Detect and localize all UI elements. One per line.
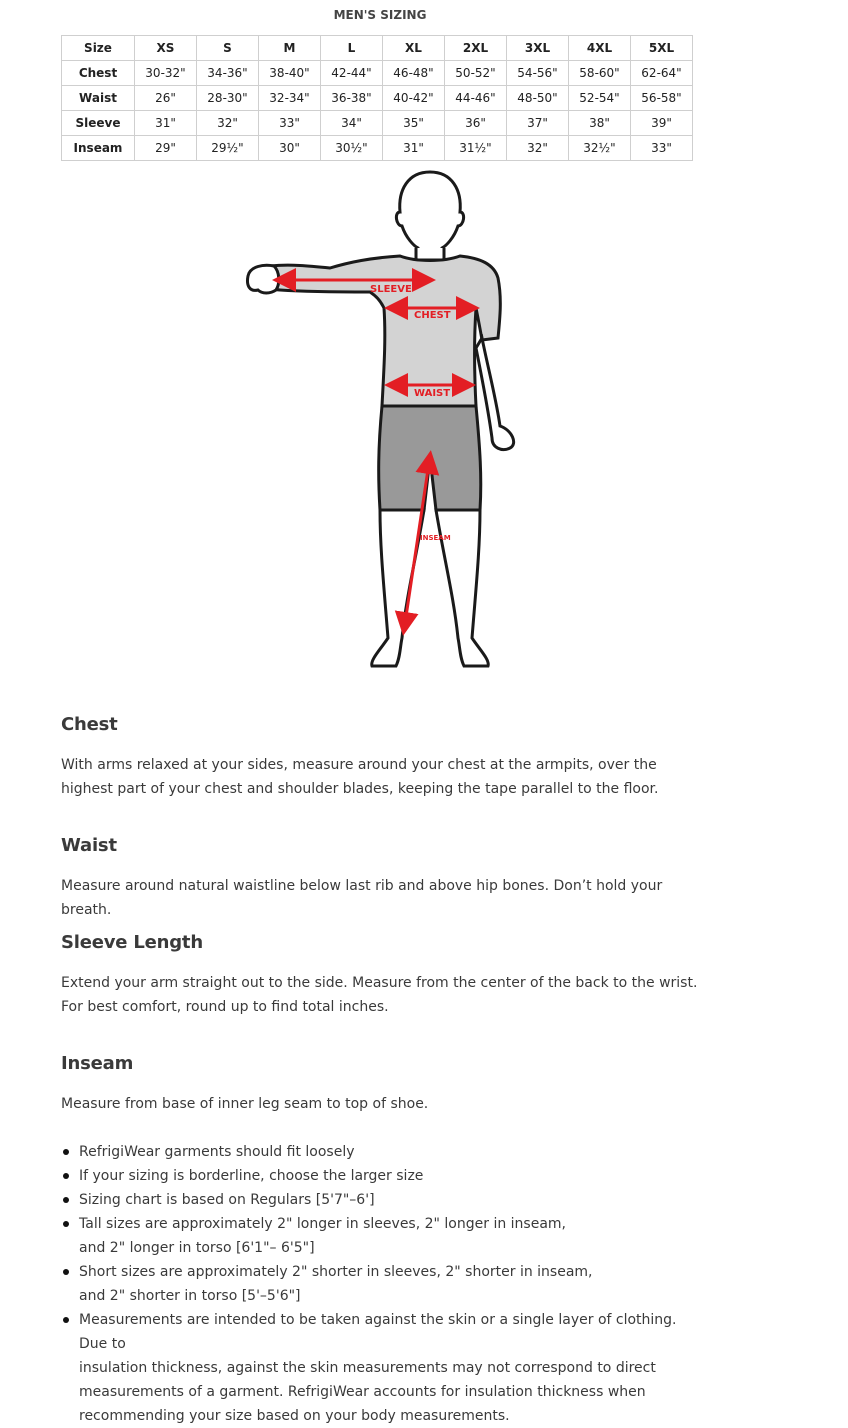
table-cell: 38": [569, 111, 631, 136]
body-measurement-figure: [230, 168, 530, 678]
table-cell: 36-38": [321, 86, 383, 111]
section-text-sleeve-length: Extend your arm straight out to the side. Measure from the center of the back to the wrist. For best comfort, round up to find total inches.: [61, 975, 698, 1015]
table-cell: 35": [383, 111, 445, 136]
table-cell: 39": [631, 111, 693, 136]
list-item-text: recommending your size based on your body measurements.: [79, 1408, 510, 1424]
table-header-cell: M: [259, 36, 321, 61]
bullet-icon: [63, 1317, 69, 1323]
table-row: [62, 111, 693, 136]
table-cell: 32": [197, 111, 259, 136]
table-cell: 62-64": [631, 61, 693, 86]
table-cell: 36": [445, 111, 507, 136]
table-cell: 33": [631, 136, 693, 161]
chest-label: CHEST: [414, 310, 451, 321]
row-label: Chest: [62, 61, 135, 86]
section-heading-inseam: Inseam: [61, 1053, 134, 1074]
neck-shape: [416, 248, 444, 260]
table-cell: 50-52": [445, 61, 507, 86]
inseam-label: INSEAM: [420, 534, 451, 542]
sizing-notes-list: [61, 1140, 701, 1428]
table-row: [62, 136, 693, 161]
table-cell: 44-46": [445, 86, 507, 111]
table-cell: 32": [507, 136, 569, 161]
table-header-cell: 5XL: [631, 36, 693, 61]
table-header-cell: Size: [62, 36, 135, 61]
table-cell: 31": [383, 136, 445, 161]
page-title: MEN'S SIZING: [333, 8, 427, 22]
table-row: [62, 61, 693, 86]
table-header-row: [62, 36, 693, 61]
table-header-cell: 2XL: [445, 36, 507, 61]
table-cell: 32½": [569, 136, 631, 161]
table-cell: 48-50": [507, 86, 569, 111]
table-cell: 38-40": [259, 61, 321, 86]
list-item-text: and 2" shorter in torso [5'–5'6"]: [79, 1288, 301, 1304]
table-cell: 58-60": [569, 61, 631, 86]
table-cell: 29": [135, 136, 197, 161]
table-cell: 26": [135, 86, 197, 111]
arm-shape: [476, 338, 514, 450]
table-header-cell: XS: [135, 36, 197, 61]
list-item-text: RefrigiWear garments should fit loosely: [79, 1144, 355, 1160]
table-cell: 37": [507, 111, 569, 136]
section-heading-chest: Chest: [61, 714, 118, 735]
table-header-cell: S: [197, 36, 259, 61]
list-item-text: Short sizes are approximately 2" shorter in sleeves, 2" shorter in inseam,: [79, 1264, 593, 1280]
list-item: [61, 1188, 701, 1212]
table-header-cell: 4XL: [569, 36, 631, 61]
waist-label: WAIST: [414, 388, 451, 399]
sleeve-label: SLEEVE: [370, 284, 412, 295]
bullet-icon: [63, 1149, 69, 1155]
list-item-text: If your sizing is borderline, choose the larger size: [79, 1168, 424, 1184]
leg-left-shape: [372, 510, 424, 666]
bullet-icon: [63, 1197, 69, 1203]
table-cell: 31": [135, 111, 197, 136]
table-header-cell: 3XL: [507, 36, 569, 61]
section-text-inseam: Measure from base of inner leg seam to top of shoe.: [61, 1096, 429, 1112]
table-row: [62, 86, 693, 111]
fist-shape: [247, 265, 278, 293]
size-chart-table: [61, 35, 693, 161]
table-cell: 54-56": [507, 61, 569, 86]
table-header-cell: XL: [383, 36, 445, 61]
head-shape: [396, 172, 463, 252]
section-heading-sleeve-length: Sleeve Length: [61, 932, 203, 953]
row-label: Inseam: [62, 136, 135, 161]
section-text-chest: With arms relaxed at your sides, measure around your chest at the armpits, over the highest part of your chest and shoulder blades, keeping the tape parallel to the floor.: [61, 757, 659, 797]
bullet-icon: [63, 1173, 69, 1179]
list-item-text: Measurements are intended to be taken against the skin or a single layer of clothing. Due to: [79, 1312, 677, 1352]
table-cell: 34-36": [197, 61, 259, 86]
bullet-icon: [63, 1221, 69, 1227]
table-cell: 31½": [445, 136, 507, 161]
table-cell: 40-42": [383, 86, 445, 111]
list-item: [61, 1308, 701, 1428]
list-item-text: insulation thickness, against the skin measurements may not correspond to direct: [79, 1360, 656, 1376]
table-cell: 29½": [197, 136, 259, 161]
list-item: [61, 1212, 701, 1260]
table-cell: 30-32": [135, 61, 197, 86]
bullet-icon: [63, 1269, 69, 1275]
section-text-waist: Measure around natural waistline below last rib and above hip bones. Don’t hold your breath.: [61, 878, 663, 918]
row-label: Sleeve: [62, 111, 135, 136]
list-item-text: and 2" longer in torso [6'1"– 6'5"]: [79, 1240, 315, 1256]
list-item: [61, 1140, 701, 1164]
list-item: [61, 1260, 701, 1308]
table-cell: 30½": [321, 136, 383, 161]
list-item-text: Sizing chart is based on Regulars [5'7"–6']: [79, 1192, 375, 1208]
table-cell: 32-34": [259, 86, 321, 111]
table-cell: 52-54": [569, 86, 631, 111]
table-cell: 28-30": [197, 86, 259, 111]
table-cell: 56-58": [631, 86, 693, 111]
table-cell: 30": [259, 136, 321, 161]
section-heading-waist: Waist: [61, 835, 117, 856]
list-item-text: measurements of a garment. RefrigiWear accounts for insulation thickness when: [79, 1384, 646, 1400]
table-cell: 46-48": [383, 61, 445, 86]
list-item-text: Tall sizes are approximately 2" longer in sleeves, 2" longer in inseam,: [79, 1216, 567, 1232]
table-cell: 42-44": [321, 61, 383, 86]
table-cell: 34": [321, 111, 383, 136]
table-header-cell: L: [321, 36, 383, 61]
table-cell: 33": [259, 111, 321, 136]
list-item: [61, 1164, 701, 1188]
row-label: Waist: [62, 86, 135, 111]
